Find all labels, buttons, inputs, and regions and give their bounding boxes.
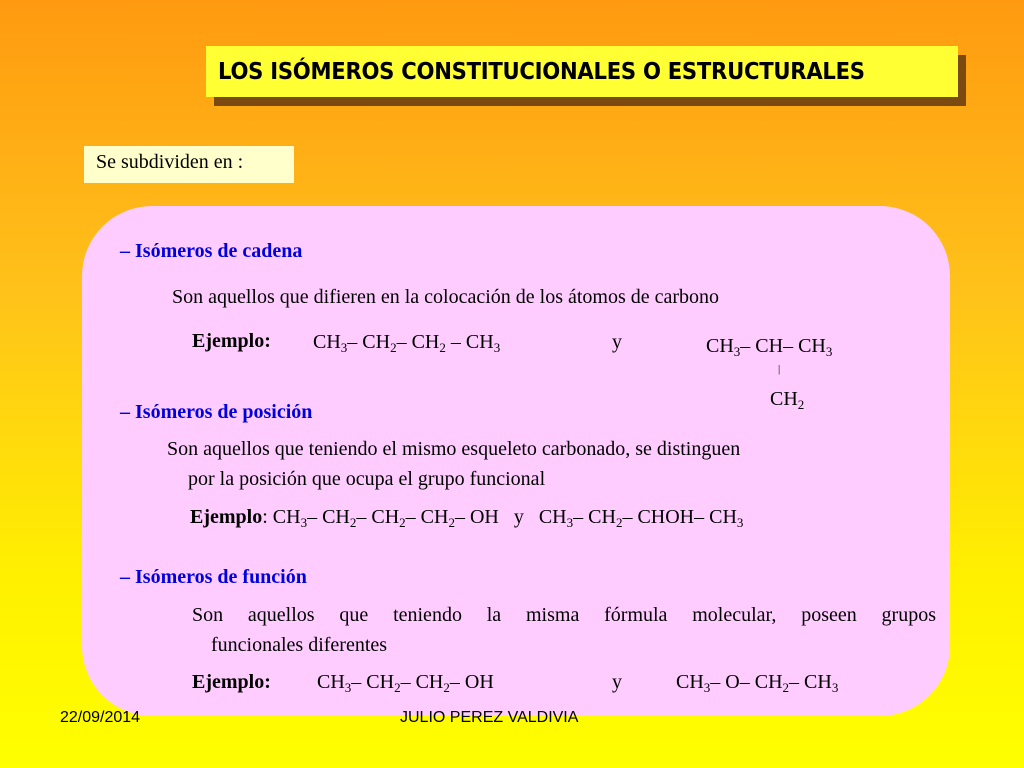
example-label-funcion: Ejemplo: xyxy=(192,671,271,693)
subtitle-box xyxy=(84,146,294,183)
description-cadena: Son aquellos que difieren en la colocación de los átomos de carbono xyxy=(172,286,720,308)
example-label-cadena: Ejemplo: xyxy=(192,330,271,352)
branch-bond: | xyxy=(778,363,781,375)
footer-date: 22/09/2014 xyxy=(60,709,141,726)
heading-funcion: – Isómeros de función xyxy=(120,566,307,588)
formula-ether: $CH_3-$ O– $CH_2-$ $CH_3$ xyxy=(676,671,839,695)
formula-isobutane-branch: $CH_2$ xyxy=(770,388,805,412)
formula-isobutane-main: $CH_3-$ CH– $CH_3$ xyxy=(706,335,833,359)
example-posicion-row: Ejemplo: $CH_3-$ $CH_2-$ $CH_2-$ $CH_2-$ OH y $CH_3-$ $CH_2-$ CHOH– $CH_3$ xyxy=(190,506,744,530)
formula-propanol: $CH_3-$ $CH_2-$ $CH_2-$ OH xyxy=(317,671,494,695)
heading-posicion: – Isómeros de posición xyxy=(120,401,313,423)
description-posicion-line1: Son aquellos que teniendo el mismo esqueleto carbonado, se distinguen xyxy=(167,438,741,460)
connector-cadena: y xyxy=(612,331,622,353)
connector-posicion: y xyxy=(513,506,524,528)
formula-butane: $CH_3-$ $CH_2-$ $CH_2 - CH_3$ xyxy=(313,331,501,355)
example-label-posicion: Ejemplo xyxy=(190,506,263,528)
slide-title: LOS ISÓMEROS CONSTITUCIONALES O ESTRUCTURALES xyxy=(218,58,865,85)
description-posicion-line2: por la posición que ocupa el grupo funcional xyxy=(188,468,546,490)
footer-author: JULIO PEREZ VALDIVIA xyxy=(400,709,579,726)
subtitle-text: Se subdividen en : xyxy=(96,151,244,173)
description-funcion-line1 xyxy=(192,604,936,627)
description-funcion-line1-text: Son aquellos que teniendo la misma fórmula molecular, poseen grupos xyxy=(192,604,936,626)
heading-cadena: – Isómeros de cadena xyxy=(120,240,303,262)
description-funcion-line2: funcionales diferentes xyxy=(211,634,388,656)
title-banner xyxy=(206,46,958,97)
connector-funcion: y xyxy=(612,671,622,693)
